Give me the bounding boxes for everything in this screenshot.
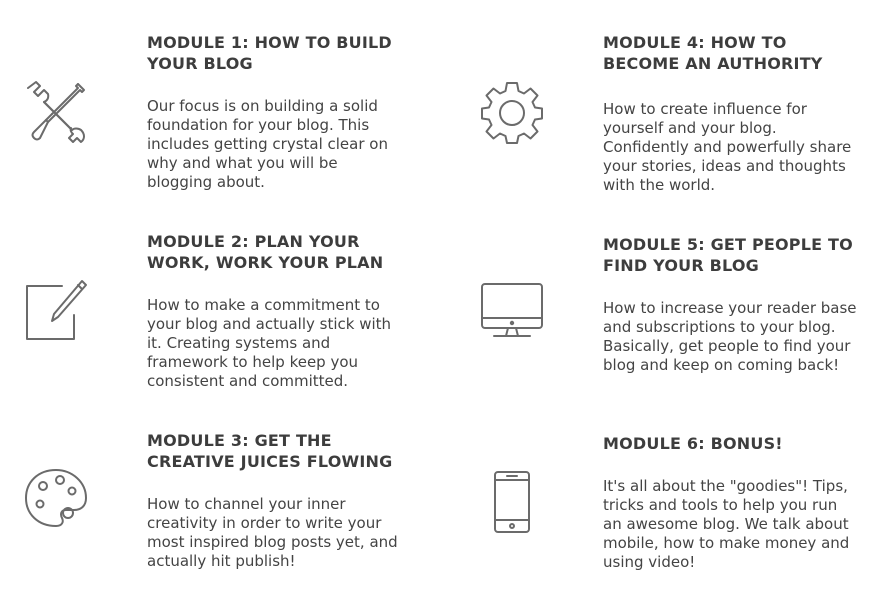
- tools-icon: [24, 80, 88, 144]
- module-1-title: MODULE 1: HOW TO BUILD YOUR BLOG: [147, 33, 392, 73]
- module-4-description: How to create influence for yourself and your blog. Confidently and powerfully share your stories, ideas and thoughts with the world.: [603, 100, 852, 194]
- edit-pencil-icon: [24, 279, 88, 343]
- module-1-description: Our focus is on building a solid foundation for your blog. This includes getting crystal clear on why and what you will be blogging about.: [147, 97, 388, 191]
- smartphone-icon: [480, 470, 544, 534]
- module-5-description: How to increase your reader base and subscriptions to your blog. Basically, get people to find your blog and keep on coming back!: [603, 299, 857, 374]
- palette-icon: [24, 466, 88, 530]
- monitor-icon: [480, 280, 544, 344]
- module-2-title: MODULE 2: PLAN YOUR WORK, WORK YOUR PLAN: [147, 232, 384, 272]
- module-3-description: How to channel your inner creativity in order to write your most inspired blog posts yet, and actually hit publish!: [147, 495, 398, 570]
- module-4-title: MODULE 4: HOW TO BECOME AN AUTHORITY: [603, 33, 823, 73]
- module-6-title: MODULE 6: BONUS!: [603, 434, 783, 453]
- gear-icon: [480, 81, 544, 145]
- module-2-description: How to make a commitment to your blog and actually stick with it. Creating systems and framework to help keep you consistent and committed.: [147, 296, 392, 390]
- module-6-description: It's all about the "goodies"! Tips, tricks and tools to help you run an awesome blog. We talk about mobile, how to make money and using video!: [603, 477, 850, 571]
- module-3-title: MODULE 3: GET THE CREATIVE JUICES FLOWING: [147, 431, 393, 471]
- module-5-title: MODULE 5: GET PEOPLE TO FIND YOUR BLOG: [603, 235, 853, 275]
